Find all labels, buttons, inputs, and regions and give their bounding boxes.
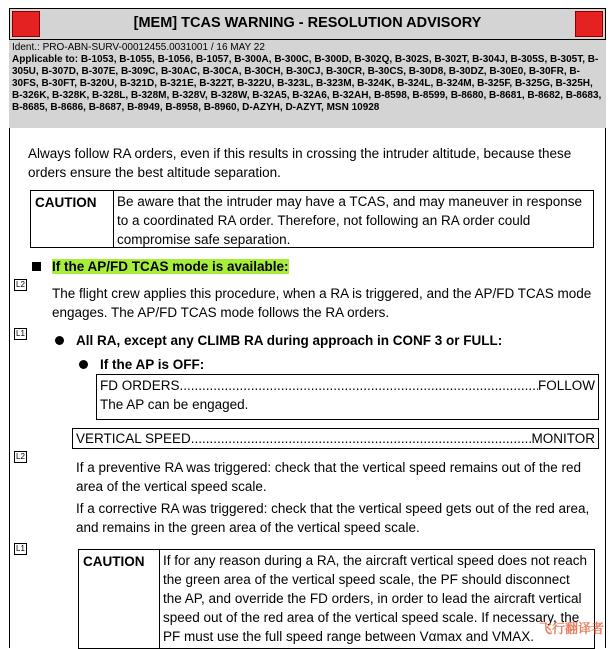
- level-tag-l1: L1: [16, 544, 25, 553]
- caution-label: CAUTION: [31, 191, 114, 247]
- vertical-speed-action: MONITOR: [531, 431, 595, 446]
- round-bullet-icon: [79, 360, 88, 369]
- bullet-all-ra-text: All RA, except any CLIMB RA during approach in CONF 3 or FULL:: [76, 333, 503, 348]
- intro-paragraph: Always follow RA orders, even if this results in crossing the intruder altitude, because these orders ensure the best altitude separation.: [28, 146, 572, 180]
- l2-paragraph: The flight crew applies this procedure, when a RA is triggered, and the AP/FD TCAS mode engages. The AP/FD TCAS mode follows the RA orders.: [52, 286, 592, 320]
- square-bullet-icon: [32, 262, 41, 271]
- vertical-speed-box: [72, 428, 599, 449]
- fd-orders-action: FOLLOW: [537, 378, 595, 393]
- caution-text: Be aware that the intruder may have a TCAS, and may maneuver in response to a coordinated RA order. Therefore, not following an RA order could compromise safe separation.: [117, 194, 582, 247]
- caution-label: CAUTION: [79, 550, 160, 648]
- bullet-all-ra: [55, 331, 502, 350]
- fd-orders-box: [96, 374, 599, 420]
- ident-line: Ident.: PRO-ABN-SURV-00012455.0031001 / 16 MAY 22: [12, 42, 265, 53]
- ident-block: [9, 40, 606, 128]
- vertical-speed-line: [76, 429, 595, 448]
- corrective-ra-paragraph: If a corrective RA was triggered: check that the vertical speed gets out of the red area, and remains in the green area of the vertical speed scale.: [76, 501, 590, 535]
- caution-text: If for any reason during a RA, the aircraft vertical speed does not reach the green area of the vertical speed scale, the PF should disconnect the AP, and override the FD orders, in order to lead the aircraft vertical speed out of the red area of the vertical speed scale. If necessary, the PF must use the full speed range between Vαmax and VMAX.: [163, 553, 587, 644]
- watermark: 飞行翻译者: [538, 621, 604, 636]
- preventive-ra-paragraph: If a preventive RA was triggered: check that the vertical speed remains out of the red area of the vertical speed scale.: [76, 460, 582, 494]
- condition-ap-fd-tcas: [32, 257, 289, 276]
- red-marker-left: [12, 11, 40, 37]
- dot-leader: [180, 376, 538, 395]
- caution-box-2: [78, 549, 595, 649]
- fd-orders-label: FD ORDERS: [100, 378, 180, 393]
- round-bullet-icon: [55, 336, 64, 345]
- procedure-title: [MEM] TCAS WARNING - RESOLUTION ADVISORY: [133, 15, 482, 31]
- condition-text: If the AP/FD TCAS mode is available:: [52, 259, 289, 274]
- bullet-ap-off-text: If the AP is OFF:: [100, 357, 205, 372]
- applicability-list: Applicable to: B-1053, B-1055, B-1056, B-1057, B-300A, B-300C, B-300D, B-302Q, B-302S, B-302T, B-304J, B-305S, B-305T, B-305U, B-307D, B-307E, B-309C, B-30AC, B-30CA, B-30CH, B-30CJ, B-30CR, B-30CS, B-30D8, B-30DZ, B-30E0, B-30FR, B-30FS, B-30FT, B-320U, B-321D, B-321E, B-322T, B-322U, B-323L, B-323M, B-324K, B-324L, B-324M, B-325F, B-325G, B-325H, B-326K, B-328K, B-328L, B-328M, B-328V, B-328W, B-32A5, B-32A6, B-32AH, B-8598, B-8599, B-8680, B-8681, B-8682, B-8683, B-8685, B-8686, B-8687, B-8949, B-8958, B-8960, D-AZYH, D-AZYT, MSN 10928: [12, 54, 602, 113]
- fd-orders-note: The AP can be engaged.: [100, 397, 249, 412]
- level-tag-l1: L1: [16, 329, 25, 338]
- level-tag-l2: L2: [16, 452, 25, 461]
- bullet-ap-off: [79, 355, 204, 374]
- level-tag-l2: L2: [16, 280, 25, 289]
- red-marker-right: [575, 11, 603, 37]
- procedure-header: [9, 8, 606, 40]
- dot-leader: [191, 429, 532, 448]
- vertical-speed-label: VERTICAL SPEED: [76, 431, 191, 446]
- fd-orders-line: [100, 376, 595, 395]
- caution-box-1: [30, 190, 594, 248]
